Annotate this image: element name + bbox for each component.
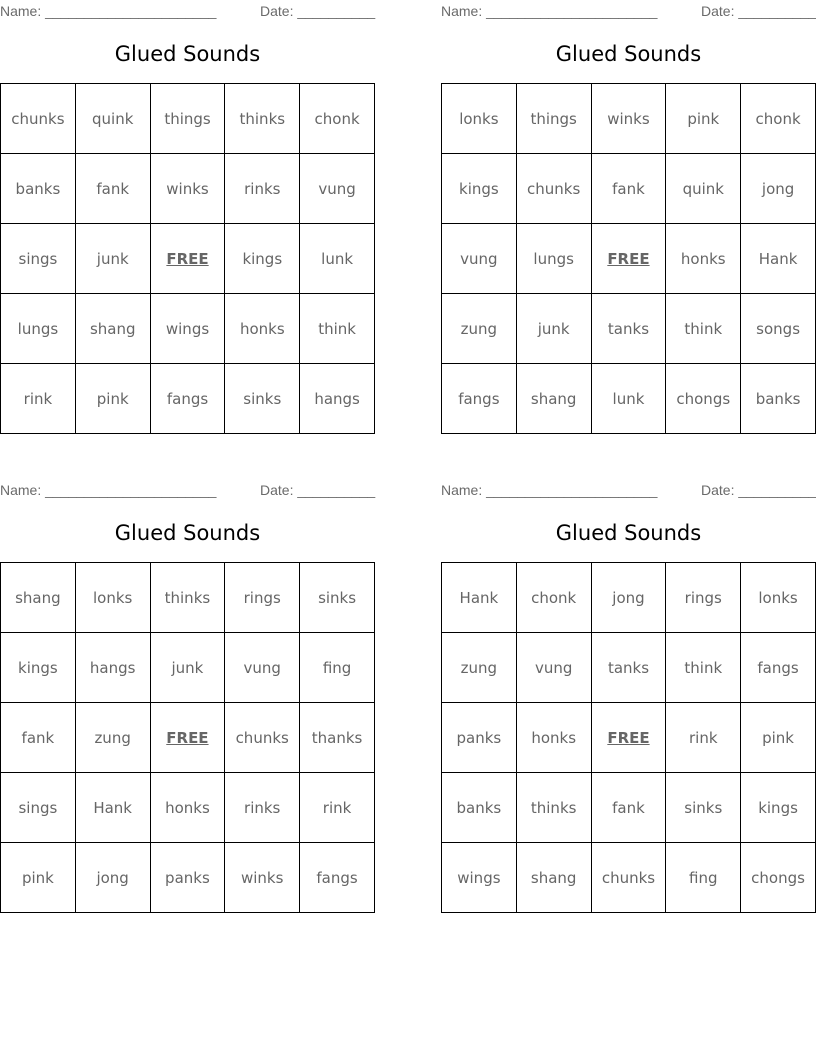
grid-cell: vung [442, 224, 517, 294]
bingo-grid [441, 83, 816, 434]
grid-cell: lungs [516, 224, 591, 294]
grid-cell: winks [150, 154, 225, 224]
grid-cell: chongs [666, 364, 741, 434]
grid-cell: sings [1, 773, 76, 843]
grid-row [1, 563, 375, 633]
grid-cell: chongs [741, 843, 816, 913]
grid-cell: wings [442, 843, 517, 913]
card-header [441, 3, 816, 19]
card-header [441, 482, 816, 498]
grid-cell: wings [150, 294, 225, 364]
grid-cell: fank [1, 703, 76, 773]
grid-cell: sings [1, 224, 76, 294]
grid-cell: lonks [741, 563, 816, 633]
grid-cell: honks [225, 294, 300, 364]
grid-row [1, 773, 375, 843]
card-title: Glued Sounds [555, 42, 702, 66]
grid-row [1, 154, 375, 224]
grid-cell: junk [516, 294, 591, 364]
grid-cell: thinks [516, 773, 591, 843]
date-label: Date: __________ [260, 3, 376, 19]
grid-cell: honks [516, 703, 591, 773]
grid-cell: hangs [300, 364, 375, 434]
grid-cell: songs [741, 294, 816, 364]
grid-cell: chonk [300, 84, 375, 154]
card-title: Glued Sounds [114, 521, 261, 545]
grid-cell: honks [150, 773, 225, 843]
grid-cell: winks [225, 843, 300, 913]
grid-cell: pink [741, 703, 816, 773]
card-title: Glued Sounds [114, 42, 261, 66]
free-space-cell: FREE [591, 224, 666, 294]
grid-cell: fing [666, 843, 741, 913]
grid-cell: quink [666, 154, 741, 224]
grid-row [442, 633, 816, 703]
grid-cell: vung [516, 633, 591, 703]
grid-cell: shang [516, 843, 591, 913]
grid-cell: chonk [516, 563, 591, 633]
grid-row [442, 703, 816, 773]
grid-row [442, 563, 816, 633]
grid-cell: banks [1, 154, 76, 224]
grid-cell: rings [666, 563, 741, 633]
grid-row [442, 224, 816, 294]
card-title: Glued Sounds [555, 521, 702, 545]
grid-cell: chunks [1, 84, 76, 154]
grid-cell: vung [300, 154, 375, 224]
grid-cell: think [300, 294, 375, 364]
grid-cell: jong [75, 843, 150, 913]
grid-cell: winks [591, 84, 666, 154]
grid-cell: sinks [300, 563, 375, 633]
grid-cell: think [666, 294, 741, 364]
grid-cell: honks [666, 224, 741, 294]
grid-cell: think [666, 633, 741, 703]
grid-cell: junk [75, 224, 150, 294]
grid-row [1, 703, 375, 773]
grid-cell: kings [741, 773, 816, 843]
grid-cell: junk [150, 633, 225, 703]
grid-cell: banks [442, 773, 517, 843]
grid-cell: fangs [150, 364, 225, 434]
grid-cell: chunks [591, 843, 666, 913]
name-label: Name: ______________________ [0, 3, 217, 19]
grid-cell: shang [75, 294, 150, 364]
grid-cell: lunk [300, 224, 375, 294]
grid-cell: vung [225, 633, 300, 703]
grid-cell: Hank [75, 773, 150, 843]
name-label: Name: ______________________ [441, 3, 658, 19]
date-label: Date: __________ [701, 3, 816, 19]
grid-row [1, 84, 375, 154]
grid-cell: thanks [300, 703, 375, 773]
grid-cell: tanks [591, 633, 666, 703]
grid-cell: chonk [741, 84, 816, 154]
grid-cell: zung [442, 294, 517, 364]
grid-cell: things [150, 84, 225, 154]
grid-cell: pink [75, 364, 150, 434]
grid-cell: fing [300, 633, 375, 703]
free-space-cell: FREE [591, 703, 666, 773]
free-space-cell: FREE [150, 703, 225, 773]
grid-cell: fangs [741, 633, 816, 703]
grid-cell: rinks [225, 154, 300, 224]
grid-row [442, 773, 816, 843]
grid-cell: sinks [666, 773, 741, 843]
date-label: Date: __________ [701, 482, 816, 498]
grid-row [1, 364, 375, 434]
grid-cell: pink [1, 843, 76, 913]
grid-cell: tanks [591, 294, 666, 364]
bingo-grid [441, 562, 816, 913]
grid-row [442, 154, 816, 224]
grid-cell: zung [75, 703, 150, 773]
grid-row [442, 294, 816, 364]
grid-row [1, 843, 375, 913]
grid-cell: shang [516, 364, 591, 434]
grid-cell: rinks [225, 773, 300, 843]
grid-cell: fank [591, 154, 666, 224]
grid-row [1, 633, 375, 703]
grid-cell: sinks [225, 364, 300, 434]
grid-cell: kings [1, 633, 76, 703]
grid-row [442, 843, 816, 913]
grid-cell: Hank [741, 224, 816, 294]
grid-cell: kings [442, 154, 517, 224]
grid-cell: Hank [442, 563, 517, 633]
grid-cell: fank [591, 773, 666, 843]
grid-cell: panks [442, 703, 517, 773]
name-label: Name: ______________________ [441, 482, 658, 498]
grid-cell: lunk [591, 364, 666, 434]
card-header [0, 482, 375, 498]
grid-cell: thinks [150, 563, 225, 633]
grid-row [442, 84, 816, 154]
bingo-grid [0, 562, 375, 913]
grid-cell: zung [442, 633, 517, 703]
grid-cell: panks [150, 843, 225, 913]
grid-cell: thinks [225, 84, 300, 154]
grid-cell: fank [75, 154, 150, 224]
grid-cell: rink [666, 703, 741, 773]
date-label: Date: __________ [260, 482, 376, 498]
name-label: Name: ______________________ [0, 482, 217, 498]
grid-cell: kings [225, 224, 300, 294]
grid-cell: lonks [442, 84, 517, 154]
card-header [0, 3, 375, 19]
grid-cell: quink [75, 84, 150, 154]
grid-cell: fangs [300, 843, 375, 913]
grid-cell: pink [666, 84, 741, 154]
grid-cell: jong [591, 563, 666, 633]
grid-cell: rings [225, 563, 300, 633]
grid-row [1, 294, 375, 364]
grid-row [442, 364, 816, 434]
grid-cell: jong [741, 154, 816, 224]
grid-cell: fangs [442, 364, 517, 434]
grid-cell: shang [1, 563, 76, 633]
grid-cell: lonks [75, 563, 150, 633]
grid-cell: things [516, 84, 591, 154]
grid-row [1, 224, 375, 294]
grid-cell: banks [741, 364, 816, 434]
grid-cell: chunks [516, 154, 591, 224]
grid-cell: lungs [1, 294, 76, 364]
bingo-grid [0, 83, 375, 434]
grid-cell: chunks [225, 703, 300, 773]
free-space-cell: FREE [150, 224, 225, 294]
grid-cell: hangs [75, 633, 150, 703]
grid-cell: rink [300, 773, 375, 843]
grid-cell: rink [1, 364, 76, 434]
